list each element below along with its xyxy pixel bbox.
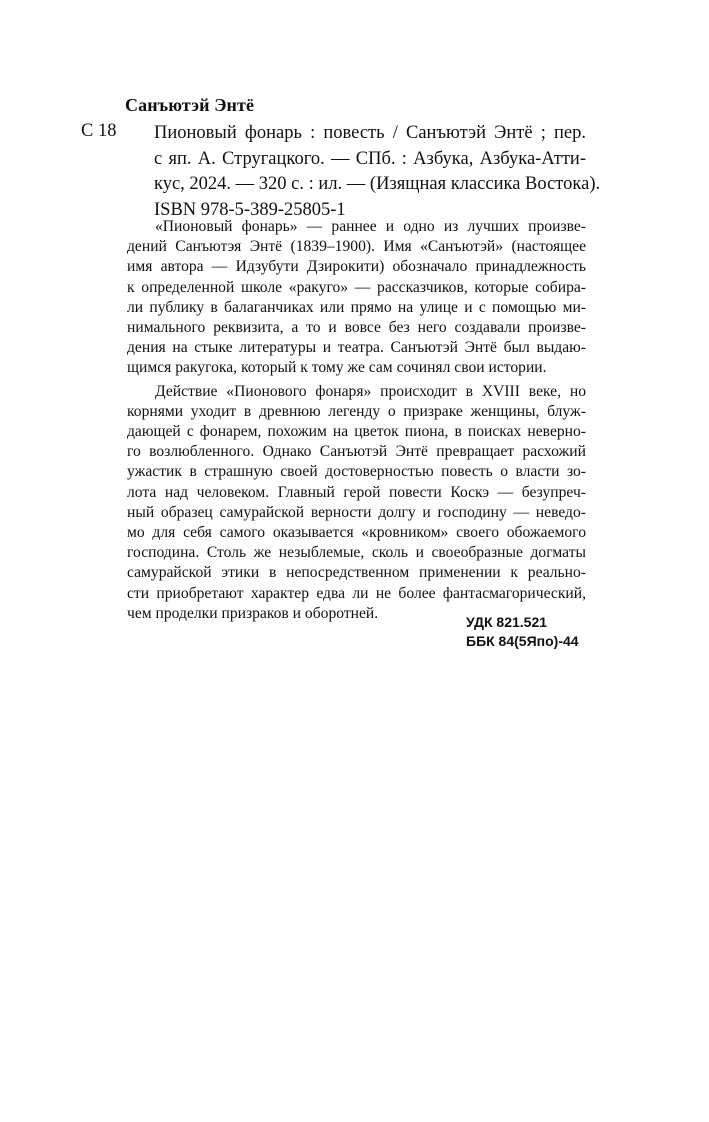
annotation-line: к определенной школе «ракуго» — рассказчиков, которые собира- [127, 278, 586, 296]
biblio-line: Пионовый фонарь : повесть / Санъютэй Энтё ; пер. [154, 123, 586, 143]
annotation-line: щимся ракугока, который к тому же сам сочинял свои истории. [127, 359, 547, 377]
annotation-line: чем проделки призраков и оборотней. [127, 604, 379, 622]
classification-codes [466, 613, 579, 651]
annotation-line: имя автора — Идзубути Дзирокити) обозначало принадлежность [127, 258, 586, 276]
catalog-code: С 18 [81, 121, 117, 141]
annotation-line: самурайской этики в непосредственном применении к реально- [127, 564, 586, 582]
annotation-line: лота над человеком. Главный герой повести Коскэ — безупреч- [127, 483, 586, 501]
annotation [127, 217, 586, 624]
author-heading: Санъютэй Энтё [125, 95, 255, 115]
udk-code: УДК 821.521 [466, 614, 548, 630]
annotation-paragraph-2 [127, 382, 586, 624]
annotation-paragraph-1 [127, 217, 586, 379]
annotation-line: мо для себя самого оказывается «кровником» своего обожаемого [127, 524, 586, 542]
annotation-line: ли публику в балаганчиках или прямо на улице и с помощью ми- [127, 298, 586, 316]
annotation-line: корнями уходит в древнюю легенду о призраке женщины, блуж- [127, 402, 586, 420]
isbn: ISBN 978-5-389-25805-1 [154, 199, 346, 220]
annotation-line: ужастик в страшную своей достоверностью повесть о власти зо- [127, 463, 586, 481]
annotation-line: Действие «Пионового фонаря» происходит в XVIII веке, но [155, 382, 586, 400]
annotation-line: нимального реквизита, а то и вовсе без него создавали произве- [127, 319, 586, 337]
annotation-line: господина. Столь же незыблемые, сколь и своеобразные догматы [127, 544, 586, 562]
bbk-code: ББК 84(5Япо)-44 [466, 633, 579, 649]
annotation-line: сти приобретают характер едва ли не более фантасмагорический, [127, 584, 586, 602]
annotation-line: дений Санъютэя Энтё (1839–1900). Имя «Санъютэй» (настоящее [127, 238, 586, 256]
annotation-line: ный образец самурайской верности долгу и господину — неведо- [127, 503, 586, 521]
annotation-line: дающей с фонарем, похожим на цветок пиона, в поисках неверно- [127, 423, 586, 441]
bibliographic-record [154, 121, 601, 223]
biblio-line: кус, 2024. — 320 с. : ил. — (Изящная классика Востока). [154, 174, 601, 194]
annotation-line: го возлюбленного. Однако Санъютэй Энтё превращает расхожий [127, 443, 586, 461]
annotation-line: дения на стыке литературы и театра. Санъютэй Энтё был выдаю- [127, 339, 586, 357]
annotation-line: «Пионовый фонарь» — раннее и одно из лучших произве- [155, 218, 586, 235]
biblio-line: с яп. А. Стругацкого. — СПб. : Азбука, Азбука-Атти- [154, 148, 586, 169]
